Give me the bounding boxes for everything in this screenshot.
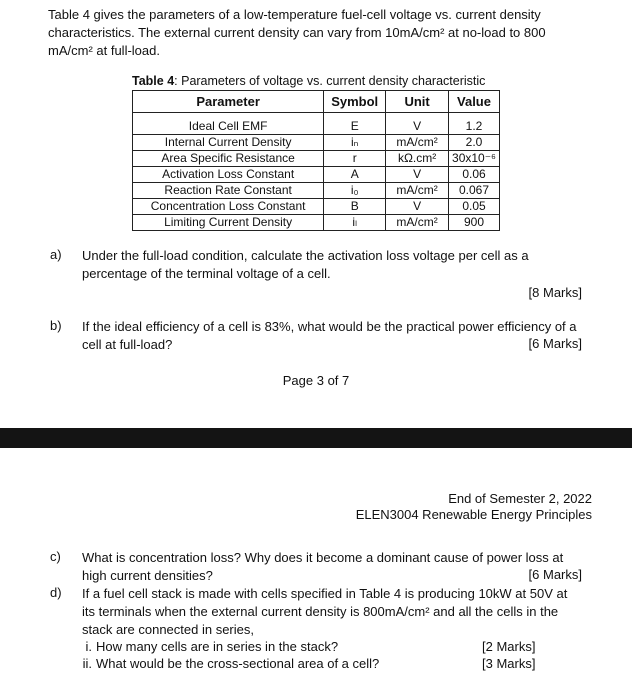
cell-unit: mA/cm²	[386, 215, 449, 231]
cell-parameter: Area Specific Resistance	[133, 151, 324, 167]
header-parameter: Parameter	[133, 91, 324, 113]
question-b-line-1: If the ideal efficiency of a cell is 83%, what would be the practical power efficiency of a	[82, 319, 577, 334]
subquestion-ii-marks: [3 Marks]	[482, 656, 536, 671]
question-c-line-2: high current densities?	[82, 568, 213, 583]
cell-value: 0.06	[449, 167, 500, 183]
question-a-line-2: percentage of the terminal voltage of a cell.	[82, 266, 331, 281]
page-header	[356, 491, 592, 523]
table-row	[133, 135, 500, 151]
cell-value: 0.067	[449, 183, 500, 199]
cell-unit: V	[386, 113, 449, 135]
table-row	[133, 199, 500, 215]
question-a-label: a)	[50, 247, 62, 262]
table-caption-label: Table 4	[132, 74, 175, 88]
intro-line-3: mA/cm² at full-load.	[48, 43, 160, 58]
table-caption	[132, 74, 485, 88]
cell-parameter: Reaction Rate Constant	[133, 183, 324, 199]
cell-unit: V	[386, 199, 449, 215]
intro-line-2: characteristics. The external current density can vary from 10mA/cm² at no-load to 800	[48, 25, 546, 40]
intro-paragraph	[48, 6, 594, 60]
cell-value: 1.2	[449, 113, 500, 135]
subquestion-ii-text: What would be the cross-sectional area of a cell?	[96, 656, 380, 671]
header-value: Value	[449, 91, 500, 113]
question-c-line-1: What is concentration loss? Why does it become a dominant cause of power loss at	[82, 550, 564, 565]
table-row	[133, 167, 500, 183]
cell-unit: mA/cm²	[386, 183, 449, 199]
cell-symbol: iₙ	[324, 135, 386, 151]
cell-value: 0.05	[449, 199, 500, 215]
table-row	[133, 215, 500, 231]
cell-symbol: i₀	[324, 183, 386, 199]
question-a-text	[82, 247, 594, 283]
cell-unit: kΩ.cm²	[386, 151, 449, 167]
intro-line-1: Table 4 gives the parameters of a low-temperature fuel-cell voltage vs. current density	[48, 7, 541, 22]
cell-symbol: iₗ	[324, 215, 386, 231]
question-a-line-1: Under the full-load condition, calculate the activation loss voltage per cell as a	[82, 248, 529, 263]
subquestion-ii-label: ii.	[82, 656, 92, 671]
subquestion-i-label: i.	[85, 639, 92, 654]
question-c-marks: [6 Marks]	[528, 567, 582, 582]
cell-symbol: B	[324, 199, 386, 215]
cell-value: 30x10⁻⁶	[449, 151, 500, 167]
table-caption-text: : Parameters of voltage vs. current density characteristic	[174, 74, 486, 88]
header-symbol: Symbol	[324, 91, 386, 113]
question-c-label: c)	[50, 549, 61, 564]
question-a-marks: [8 Marks]	[528, 285, 582, 300]
page-separator	[0, 428, 632, 448]
question-d-label: d)	[50, 585, 62, 600]
table-row	[133, 113, 500, 135]
cell-symbol: A	[324, 167, 386, 183]
table-row	[133, 183, 500, 199]
page-number: Page 3 of 7	[282, 373, 350, 388]
subquestion-i-marks: [2 Marks]	[482, 639, 536, 654]
cell-unit: V	[386, 167, 449, 183]
cell-parameter: Activation Loss Constant	[133, 167, 324, 183]
question-b-label: b)	[50, 318, 62, 333]
parameters-table	[132, 90, 500, 231]
cell-parameter: Concentration Loss Constant	[133, 199, 324, 215]
cell-parameter: Ideal Cell EMF	[133, 113, 324, 135]
header-unit: Unit	[386, 91, 449, 113]
question-b-text	[82, 318, 594, 354]
question-d-text	[82, 585, 594, 639]
table-row	[133, 151, 500, 167]
header-line-1: End of Semester 2, 2022	[448, 491, 592, 506]
question-b-line-2: cell at full-load?	[82, 337, 173, 352]
cell-parameter: Internal Current Density	[133, 135, 324, 151]
cell-value: 900	[449, 215, 500, 231]
question-d-line-2: its terminals when the external current density is 800mA/cm² and all the cells in the	[82, 604, 559, 619]
subquestion-i-text: How many cells are in series in the stack?	[96, 639, 339, 654]
question-d-line-3: stack are connected in series,	[82, 622, 254, 637]
table-header-row	[133, 91, 500, 113]
cell-value: 2.0	[449, 135, 500, 151]
header-line-2: ELEN3004 Renewable Energy Principles	[355, 507, 592, 522]
cell-parameter: Limiting Current Density	[133, 215, 324, 231]
cell-symbol: E	[324, 113, 386, 135]
question-c-text	[82, 549, 594, 585]
question-d-line-1: If a fuel cell stack is made with cells specified in Table 4 is producing 10kW at 50V at	[82, 586, 568, 601]
cell-unit: mA/cm²	[386, 135, 449, 151]
cell-symbol: r	[324, 151, 386, 167]
question-b-marks: [6 Marks]	[528, 336, 582, 351]
